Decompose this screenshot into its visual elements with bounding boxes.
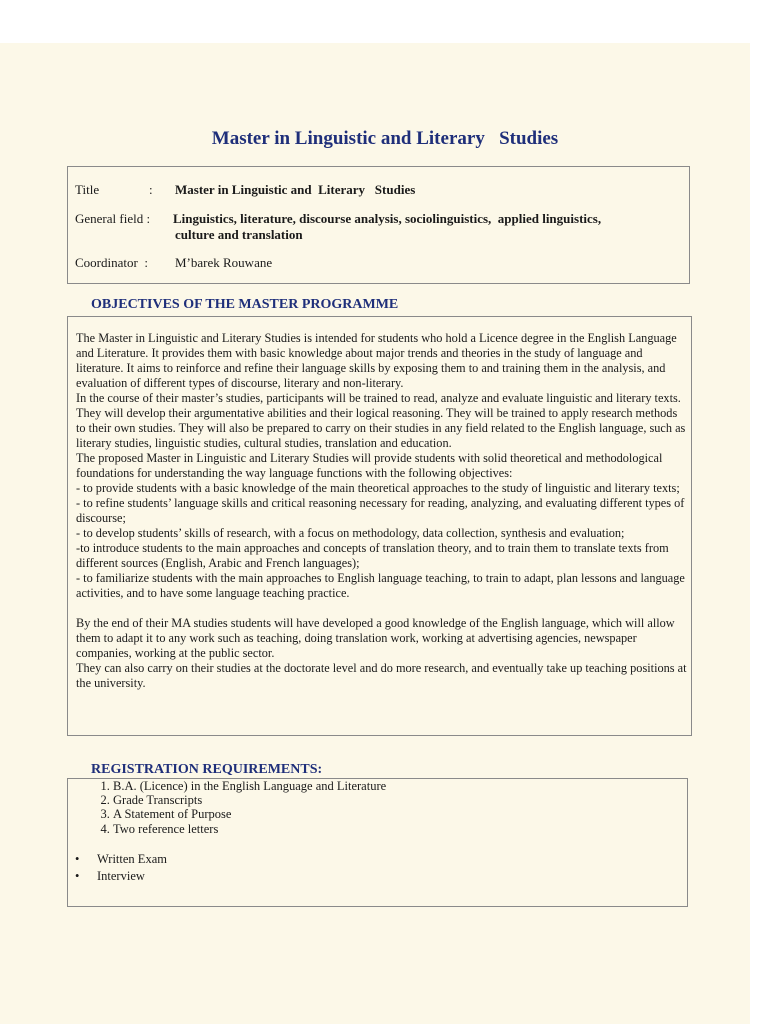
objective-item: - to familiarize students with the main approaches to English language teaching, to train to adapt, plan lessons and language activities, and to have some language teaching practice. (76, 571, 685, 600)
requirement-item: 2. Grade Transcripts (113, 793, 386, 807)
bullet-icon: • (75, 852, 80, 866)
objectives-text (76, 331, 688, 691)
general-field-value-line1: Linguistics, literature, discourse analysis, sociolinguistics, applied linguistics, (173, 211, 602, 226)
objective-item: - to provide students with a basic knowledge of the main theoretical approaches to the study of linguistic and literary texts; (76, 481, 680, 495)
paragraph-spacer (76, 601, 688, 616)
requirement-item: 1. B.A. (Licence) in the English Language and Literature (113, 779, 386, 793)
general-field-value-line2: culture and translation (175, 227, 303, 242)
outcomes-paragraph: By the end of their MA studies students will have developed a good knowledge of the English language, which will allow them to adapt it to any work such as teaching, doing translation work, working at advertising agencies, newspaper companies, working at the public sector. (76, 616, 675, 660)
title-value: Master in Linguistic and Literary Studies (175, 182, 416, 197)
objective-item: -to introduce students to the main approaches and concepts of translation theory, and to train them to translate texts from different sources (English, Arabic and French languages); (76, 541, 669, 570)
title-colon: : (149, 182, 153, 197)
registration-box (67, 778, 688, 907)
requirements-list (68, 779, 386, 836)
selection-list (68, 851, 167, 884)
objective-item: - to refine students’ language skills and critical reasoning necessary for reading, analyzing, and evaluating different types of discourse; (76, 496, 685, 525)
selection-item-label: Interview (97, 868, 145, 883)
selection-item-label: Written Exam (97, 852, 167, 866)
objectives-paragraph: In the course of their master’s studies, participants will be trained to read, analyze and evaluate linguistic and literary texts. They will develop their argumentative abilities and their logical reasoning. They will be trained to apply research methods to their own studies. They will also be prepared to carry on their studies in any field related to the English language, such as literary studies, linguistic studies, cultural studies, translation and education. (76, 391, 686, 450)
requirement-item: 3. A Statement of Purpose (113, 807, 386, 821)
selection-item (75, 868, 167, 885)
outcomes-paragraph: They can also carry on their studies at the doctorate level and do more research, and eventually take up teaching positions at the university. (76, 661, 687, 690)
page-title: Master in Linguistic and Literary Studies (211, 128, 559, 149)
objectives-heading: OBJECTIVES OF THE MASTER PROGRAMME (91, 297, 399, 312)
objective-item: - to develop students’ skills of research, with a focus on methodology, data collection, synthesis and evaluation; (76, 526, 625, 540)
general-field-label: General field : (75, 211, 151, 226)
bullet-icon: • (75, 868, 80, 883)
coordinator-value: M’barek Rouwane (175, 255, 273, 270)
coordinator-label: Coordinator : (75, 255, 148, 270)
requirement-item: 4. Two reference letters (113, 822, 386, 836)
programme-info-box (67, 166, 690, 284)
title-label: Title (75, 182, 100, 197)
objectives-paragraph: The Master in Linguistic and Literary Studies is intended for students who hold a Licence degree in the English Language and Literature. It provides them with basic knowledge about major trends and theories in the study of language and literature. It aims to reinforce and refine their language skills by exposing them to and training them in the analysis, and evaluation of different types of discourse, literary and non-literary. (76, 331, 677, 390)
objectives-box (67, 316, 692, 736)
selection-item (75, 851, 167, 868)
objectives-paragraph: The proposed Master in Linguistic and Literary Studies will provide students with solid theoretical and methodological foundations for understanding the way language functions with the following objectives: (76, 451, 663, 480)
registration-heading: REGISTRATION REQUIREMENTS: (91, 762, 323, 777)
